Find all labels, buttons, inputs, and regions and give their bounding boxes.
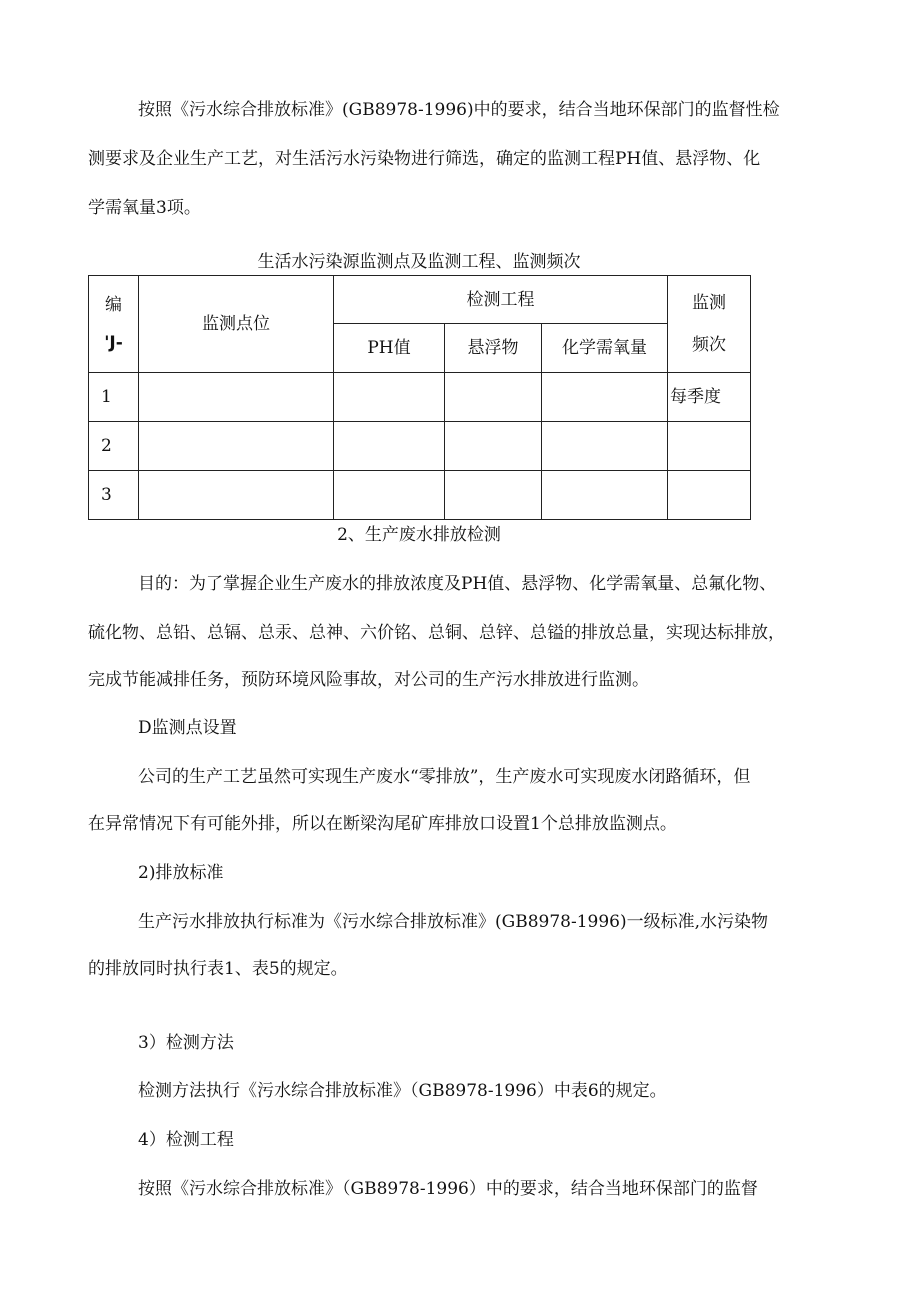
heading-test-method: 3）检测方法 [138,1033,234,1053]
row-ss [445,373,542,422]
heading-monitoring-point: D监测点设置 [138,718,237,738]
row-point [139,373,334,422]
table-row [89,471,751,520]
standard-line-2: 的排放同时执行表1、表5的规定。 [88,959,348,979]
table-row [89,422,751,471]
heading-emission-standard: 2)排放标准 [138,863,224,883]
row-freq [668,422,751,471]
purpose-line-1: 目的：为了掌握企业生产废水的排放浓度及PH值、悬浮物、化学需氧量、总氟化物、 [138,574,777,594]
standard-line-1: 生产污水排放执行标准为《污水综合排放标准》(GB8978-1996)一级标准,水污染物 [138,912,769,932]
heading-test-items: 4）检测工程 [138,1130,234,1150]
intro-line-3: 学需氧量3项。 [88,198,201,218]
row-cod [542,471,668,520]
header-no-top: 编 [105,295,122,315]
row-point [139,471,334,520]
table-caption: 生活水污染源监测点及监测工程、监测频次 [257,252,581,272]
row-no: 1 [89,373,139,422]
row-point [139,422,334,471]
point-line-1: 公司的生产工艺虽然可实现生产废水“零排放”，生产废水可实现废水闭路循环，但 [138,767,751,787]
table-row [89,373,751,422]
header-cod: 化学需氧量 [542,324,668,373]
header-items: 检测工程 [334,276,668,324]
row-ph [334,373,445,422]
monitoring-table [88,275,751,520]
point-line-2: 在异常情况下有可能外排，所以在断梁沟尾矿库排放口设置1个总排放监测点。 [88,814,677,834]
row-ph [334,422,445,471]
header-no-bottom: 'J- [104,333,123,353]
purpose-line-3: 完成节能减排任务，预防环境风险事故，对公司的生产污水排放进行监测。 [88,670,649,690]
header-freq-top: 监测 [692,293,726,313]
row-no: 3 [89,471,139,520]
row-ss [445,422,542,471]
intro-line-2: 测要求及企业生产工艺，对生活污水污染物进行筛选，确定的监测工程PH值、悬浮物、化 [88,149,761,169]
header-freq-bottom: 频次 [692,335,726,355]
method-line: 检测方法执行《污水综合排放标准》（GB8978-1996）中表6的规定。 [138,1081,667,1101]
row-freq: 每季度 [668,373,751,422]
intro-line-1: 按照《污水综合排放标准》(GB8978-1996)中的要求，结合当地环保部门的监督性检 [138,100,780,120]
header-ss: 悬浮物 [445,324,542,373]
row-cod [542,373,668,422]
row-no: 2 [89,422,139,471]
row-freq [668,471,751,520]
section-2-title: 2、生产废水排放检测 [337,525,501,545]
header-point: 监测点位 [139,276,334,373]
row-cod [542,422,668,471]
header-ph: PH值 [334,324,445,373]
header-no [89,276,139,373]
purpose-line-2: 硫化物、总铅、总镉、总汞、总神、六价铭、总铜、总锌、总镒的排放总量，实现达标排放， [88,623,785,643]
row-ss [445,471,542,520]
items-line: 按照《污水综合排放标准》（GB8978-1996）中的要求，结合当地环保部门的监督 [138,1179,758,1199]
row-ph [334,471,445,520]
header-freq [668,276,751,373]
